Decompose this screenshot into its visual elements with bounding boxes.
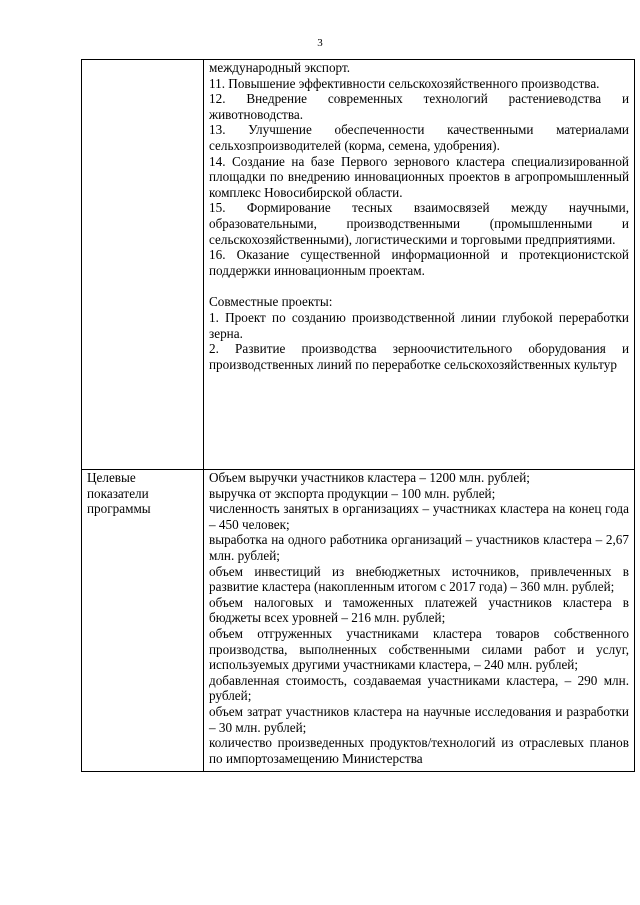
goal-item: 15. Формирование тесных взаимосвязей между научными, образовательными, производственными (промышленными и сельскохозяйственными), логистическими и торговыми предприятиями. — [209, 200, 629, 247]
goal-item: 13. Улучшение обеспеченности качественными материалами сельхозпроизводителей (корма, семена, удобрения). — [209, 122, 629, 153]
indicator-item: количество произведенных продуктов/технологий из отраслевых планов по импортозамещению Министерства — [209, 735, 629, 766]
table-row-goals — [82, 60, 635, 470]
row-label-line: программы — [87, 501, 151, 517]
goal-item: 14. Создание на базе Первого зернового кластера специализированной площадки по внедрению инновационных проектов в агропромышленный комплекс Новосибирской области. — [209, 153, 629, 200]
indicator-item: численность занятых в организациях – участниках кластера на конец года – 450 человек; — [209, 501, 629, 532]
indicator-item: объем инвестиций из внебюджетных источников, привлеченных в развитие кластера (накопленным итогом с 2017 года) – 360 млн. рублей; — [209, 563, 629, 595]
row-content-cell — [204, 470, 635, 772]
row-label-cell — [82, 60, 204, 470]
row-label-cell — [82, 470, 204, 772]
goal-item: 12. Внедрение современных технологий растениеводства и животноводства. — [209, 91, 629, 122]
joint-project-item: 1. Проект по созданию производственной линии глубокой переработки зерна. — [209, 309, 629, 341]
goal-item: 11. Повышение эффективности сельскохозяйственного производства. — [209, 75, 600, 91]
indicator-item: объем налоговых и таможенных платежей участников кластера в бюджеты всех уровней – 216 млн. рублей; — [209, 594, 629, 626]
page-number: 3 — [317, 37, 323, 49]
goal-item: международный экспорт. — [209, 60, 351, 75]
table-row-indicators — [82, 470, 635, 772]
indicator-item: добавленная стоимость, создаваемая участниками кластера, – 290 млн. рублей; — [209, 672, 629, 704]
indicator-item: объем затрат участников кластера на научные исследования и разработки – 30 млн. рублей; — [209, 703, 629, 735]
row-label-line: Целевые — [87, 470, 136, 485]
indicator-item: объем отгруженных участниками кластера товаров собственного производства, выполненных собственными силами работ и услуг, используемых другими участниками кластера, – 240 млн. рублей; — [209, 625, 629, 673]
program-table — [81, 59, 635, 772]
indicator-item: Объем выручки участников кластера – 1200 млн. рублей; — [209, 470, 530, 485]
row-content-cell — [204, 60, 635, 470]
indicator-item: выработка на одного работника организаций – участников кластера – 2,67 млн. рублей; — [209, 532, 629, 563]
indicator-item: выручка от экспорта продукции – 100 млн. рублей; — [209, 485, 496, 501]
joint-project-item: 2. Развитие производства зерноочистительного оборудования и производственных линий по переработке сельскохозяйственных культур — [209, 341, 629, 372]
joint-projects-title: Совместные проекты: — [209, 294, 333, 310]
goal-item: 16. Оказание существенной информационной и протекционистской поддержки инновационным проектам. — [209, 247, 629, 278]
row-label-line: показатели — [87, 485, 149, 501]
